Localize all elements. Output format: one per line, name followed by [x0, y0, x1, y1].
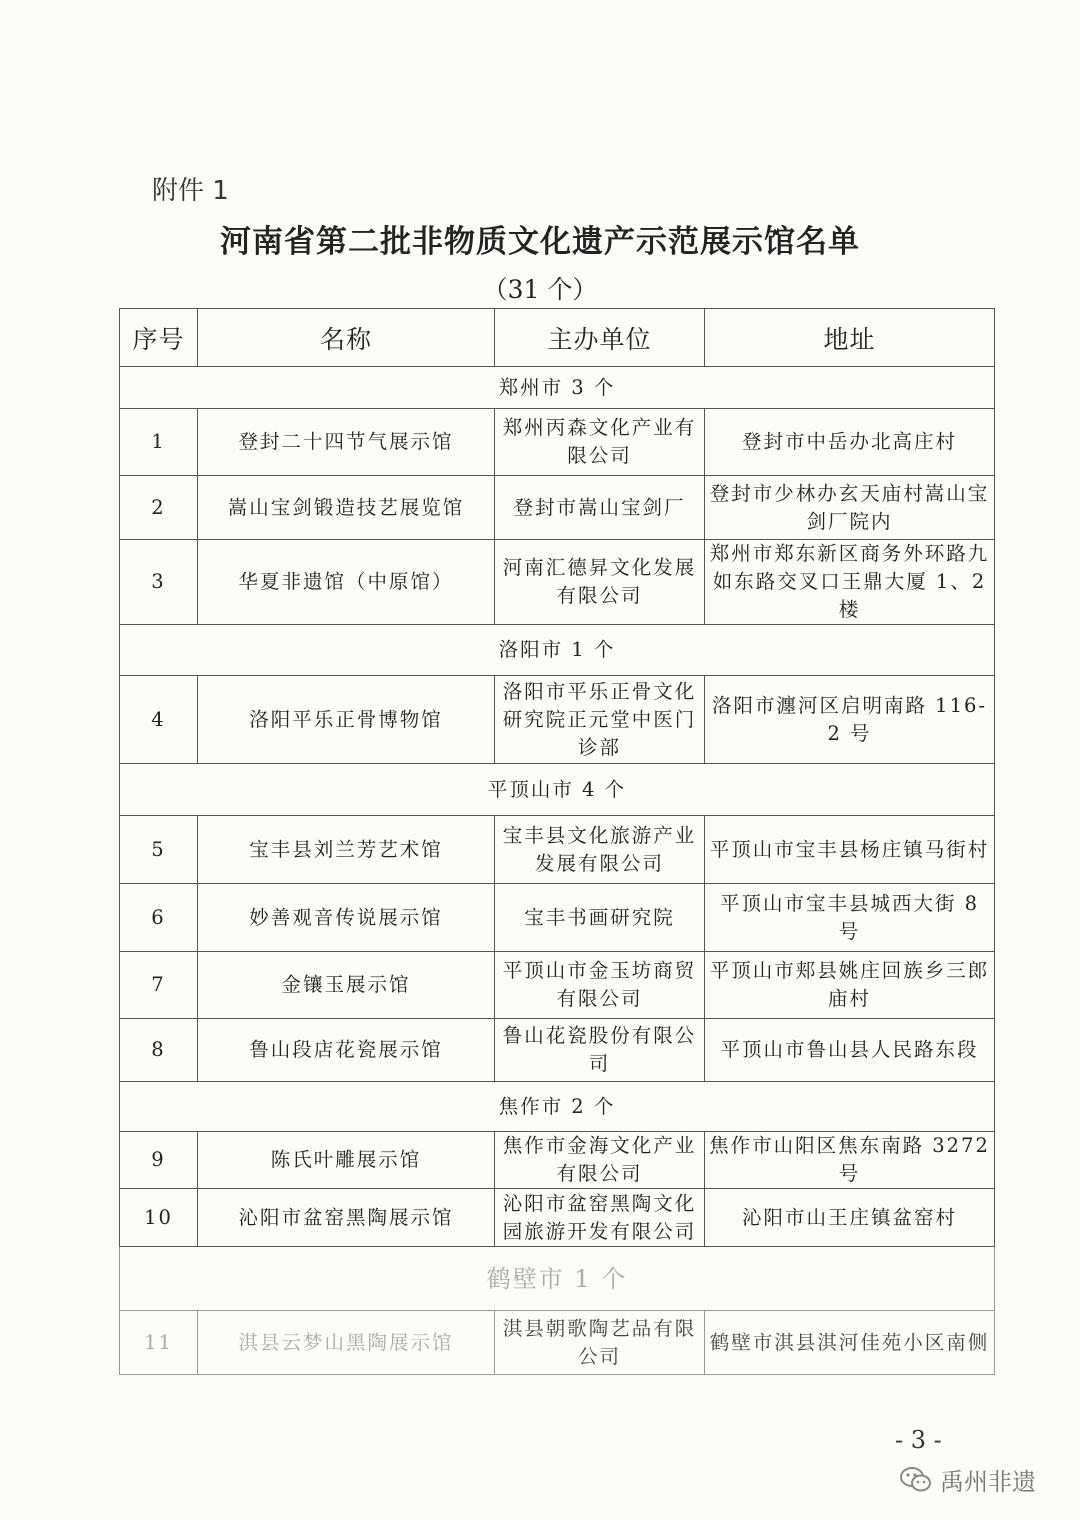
- hall-name: 嵩山宝剑锻造技艺展览馆: [198, 476, 495, 540]
- region-label: 郑州市 3 个: [120, 367, 995, 409]
- table-row: [120, 540, 995, 625]
- row-number: 2: [120, 476, 198, 540]
- address: 登封市中岳办北高庄村: [705, 409, 995, 476]
- organizer: 洛阳市平乐正骨文化研究院正元堂中医门诊部: [495, 676, 705, 764]
- hall-name: 华夏非遗馆（中原馆）: [198, 540, 495, 625]
- address: 平顶山市郏县姚庄回族乡三郎庙村: [705, 952, 995, 1019]
- row-number: 6: [120, 884, 198, 952]
- table-row: [120, 816, 995, 884]
- page-subtitle: （31 个）: [482, 275, 598, 304]
- table-row: [120, 952, 995, 1019]
- region-row: [120, 367, 995, 409]
- address: 鹤壁市淇县淇河佳苑小区南侧: [705, 1311, 995, 1375]
- address: 平顶山市鲁山县人民路东段: [705, 1019, 995, 1082]
- column-header-number: 序号: [120, 309, 198, 367]
- region-row: [120, 1082, 995, 1132]
- row-number: 7: [120, 952, 198, 1019]
- organizer: 沁阳市盆窑黑陶文化园旅游开发有限公司: [495, 1189, 705, 1247]
- organizer: 郑州丙森文化产业有限公司: [495, 409, 705, 476]
- attachment-label: 附件 1: [152, 176, 229, 206]
- table-row: [120, 884, 995, 952]
- hall-name: 妙善观音传说展示馆: [198, 884, 495, 952]
- table-row: [120, 476, 995, 540]
- table-row: [120, 676, 995, 764]
- organizer: 宝丰县文化旅游产业发展有限公司: [495, 816, 705, 884]
- organizer: 平顶山市金玉坊商贸有限公司: [495, 952, 705, 1019]
- address: 焦作市山阳区焦东南路 3272 号: [705, 1132, 995, 1189]
- organizer: 登封市嵩山宝剑厂: [495, 476, 705, 540]
- watermark-text: 禹州非遗: [940, 1468, 1036, 1496]
- row-number: 11: [120, 1311, 198, 1375]
- page-number: - 3 -: [895, 1426, 942, 1454]
- table-row: [120, 1311, 995, 1375]
- row-number: 1: [120, 409, 198, 476]
- region-label: 焦作市 2 个: [120, 1082, 995, 1132]
- row-number: 3: [120, 540, 198, 625]
- wechat-icon: [900, 1466, 932, 1494]
- hall-name: 沁阳市盆窑黑陶展示馆: [198, 1189, 495, 1247]
- region-label: 洛阳市 1 个: [120, 625, 995, 676]
- hall-name: 陈氏叶雕展示馆: [198, 1132, 495, 1189]
- hall-name: 淇县云梦山黑陶展示馆: [198, 1311, 495, 1375]
- region-label: 鹤壁市 1 个: [120, 1247, 995, 1311]
- hall-name: 洛阳平乐正骨博物馆: [198, 676, 495, 764]
- region-row: [120, 764, 995, 816]
- table-row: [120, 1132, 995, 1189]
- organizer: 焦作市金海文化产业有限公司: [495, 1132, 705, 1189]
- row-number: 8: [120, 1019, 198, 1082]
- hall-name: 鲁山段店花瓷展示馆: [198, 1019, 495, 1082]
- row-number: 5: [120, 816, 198, 884]
- region-row: [120, 1247, 995, 1311]
- hall-name: 金镶玉展示馆: [198, 952, 495, 1019]
- region-row: [120, 625, 995, 676]
- row-number: 9: [120, 1132, 198, 1189]
- table-row: [120, 1189, 995, 1247]
- row-number: 10: [120, 1189, 198, 1247]
- address: 洛阳市瀍河区启明南路 116-2 号: [705, 676, 995, 764]
- column-header-name: 名称: [198, 309, 495, 367]
- address: 登封市少林办玄天庙村嵩山宝剑厂院内: [705, 476, 995, 540]
- address: 沁阳市山王庄镇盆窑村: [705, 1189, 995, 1247]
- page-title: 河南省第二批非物质文化遗产示范展示馆名单: [220, 224, 860, 260]
- row-number: 4: [120, 676, 198, 764]
- address: 平顶山市宝丰县杨庄镇马街村: [705, 816, 995, 884]
- hall-name: 宝丰县刘兰芳艺术馆: [198, 816, 495, 884]
- organizer: 宝丰书画研究院: [495, 884, 705, 952]
- address: 平顶山市宝丰县城西大街 8 号: [705, 884, 995, 952]
- column-header-organizer: 主办单位: [495, 309, 705, 367]
- column-header-address: 地址: [705, 309, 995, 367]
- organizer: 鲁山花瓷股份有限公司: [495, 1019, 705, 1082]
- organizer: 河南汇德昇文化发展有限公司: [495, 540, 705, 625]
- organizer: 淇县朝歌陶艺品有限公司: [495, 1311, 705, 1375]
- address: 郑州市郑东新区商务外环路九如东路交叉口王鼎大厦 1、2 楼: [705, 540, 995, 625]
- region-label: 平顶山市 4 个: [120, 764, 995, 816]
- table-row: [120, 409, 995, 476]
- exhibition-hall-table: [119, 308, 995, 1375]
- watermark: [900, 1462, 1036, 1497]
- hall-name: 登封二十四节气展示馆: [198, 409, 495, 476]
- table-row: [120, 1019, 995, 1082]
- table-header-row: [120, 309, 995, 367]
